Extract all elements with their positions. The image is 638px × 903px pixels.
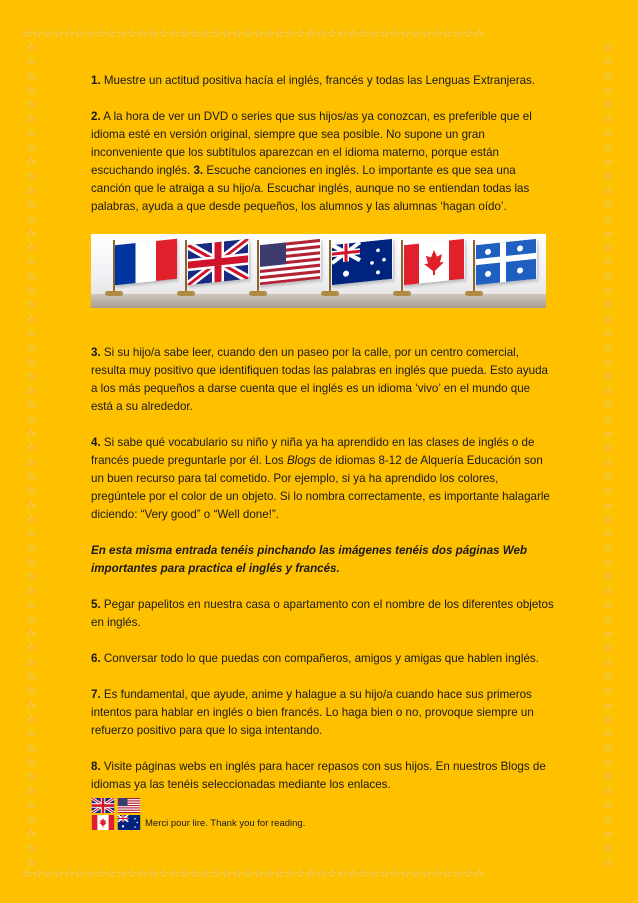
flag-base <box>393 291 411 296</box>
footer-text: Merci pour lire. Thank you for reading. <box>145 818 306 829</box>
paragraph-text: Conversar todo lo que puedas con compañeros, amigos y amigas que hablen inglés. <box>100 652 539 665</box>
item-number: 6. <box>91 652 101 665</box>
australia-flag <box>331 239 393 286</box>
blogs-italic: Blogs <box>286 454 316 467</box>
item-number: 7. <box>91 688 101 701</box>
document-body <box>91 72 555 836</box>
item-number: 8. <box>91 760 101 773</box>
item-number: 3. <box>193 164 204 177</box>
star-border-right: ☆ ☆ ☆ ☆ ☆ ☆ ☆ ☆ ☆ ☆ ☆ ☆ ☆ ☆ ☆ ☆ ☆ ☆ ☆ ☆ ☆ ☆ ☆ ☆ ☆ ☆ ☆ ☆ ☆ ☆ ☆ ☆ ☆ ☆ ☆ ☆ ☆ ☆ ☆ ☆ ☆ ☆ ☆ ☆ ☆ ☆ ☆ ☆ ☆ ☆ ☆ ☆ ☆ ☆ ☆ ☆ ☆ ☆ <box>602 40 614 866</box>
paragraph-text: A la hora de ver un DVD o series que sus hijos/as ya conozcan, es preferible que el idioma esté en versión original, siempre que sea posible. No supone un gran inconveniente que los subtítulos aparezcan en el idioma materno, porque están escuchando inglés. <box>91 110 532 177</box>
flag-base <box>321 291 339 296</box>
flag-base <box>465 291 483 296</box>
paragraph-text: Si sabe qué vocabulario su niño y niña ya ha aprendido en las clases de inglés o de francés puede preguntarle por él. Los <box>91 436 535 467</box>
paragraph-1 <box>91 72 555 90</box>
paragraph-7 <box>91 686 555 740</box>
paragraph-5 <box>91 596 555 632</box>
uk-flag <box>187 239 249 286</box>
paragraph-3 <box>91 344 555 416</box>
uk-flag[interactable] <box>91 798 115 813</box>
australia-flag[interactable] <box>117 815 141 830</box>
web-pages-note: En esta misma entrada tenéis pinchando las imágenes tenéis dos páginas Web importantes para practica el inglés y francés. <box>91 544 527 575</box>
star-border-bottom: ☆☆☆☆☆☆☆☆☆☆☆☆☆☆☆☆☆☆☆☆☆☆☆☆☆☆☆☆☆☆☆☆☆☆☆☆☆☆☆☆☆☆☆☆ <box>22 866 485 880</box>
item-number: 1. <box>91 74 101 87</box>
item-number: 5. <box>91 598 101 611</box>
paragraph-4 <box>91 434 555 524</box>
paragraph-2 <box>91 108 555 216</box>
item-number: 3. <box>91 346 101 359</box>
item-number: 2. <box>91 110 101 123</box>
canada-flag[interactable] <box>91 815 115 830</box>
paragraph-text: Muestre un actitud positiva hacía el inglés, francés y todas las Lenguas Extranjeras. <box>100 74 536 87</box>
flags-photo-link[interactable] <box>91 234 546 308</box>
star-border-left: ☆ ☆ ☆ ☆ ☆ ☆ ☆ ☆ ☆ ☆ ☆ ☆ ☆ ☆ ☆ ☆ ☆ ☆ ☆ ☆ ☆ ☆ ☆ ☆ ☆ ☆ ☆ ☆ ☆ ☆ ☆ ☆ ☆ ☆ ☆ ☆ ☆ ☆ ☆ ☆ ☆ ☆ ☆ ☆ ☆ ☆ ☆ ☆ ☆ ☆ ☆ ☆ ☆ ☆ ☆ ☆ ☆ ☆ <box>25 40 37 866</box>
paragraph-text: Es fundamental, que ayude, anime y halague a su hijo/a cuando hace sus primeros intentos para hablar en inglés o bien francés. Lo haga bien o no, provoque siempre un refuerzo positivo para que lo siga intentando. <box>91 688 534 737</box>
quebec-flag <box>475 239 537 286</box>
flag-base <box>105 291 123 296</box>
star-border-top: ☆☆☆☆☆☆☆☆☆☆☆☆☆☆☆☆☆☆☆☆☆☆☆☆☆☆☆☆☆☆☆☆☆☆☆☆☆☆☆☆☆☆☆☆ <box>22 26 485 40</box>
paragraph-text: Si su hijo/a sabe leer, cuando den un paseo por la calle, por un centro comercial, resulta muy positivo que identifiquen todas las palabras en inglés que pueda. Esto ayuda a los más pequeños a darse cuenta que el inglés es un idioma ‘vivo’ en el mundo que está a su alrededor. <box>91 346 548 413</box>
paragraph-text: Escuche canciones en inglés. Lo importante es que sea una canción que le atraiga a su hijo/a. Escuchar inglés, aunque no se entiendan todas las palabras, ayuda a que desde pequeños, los alumnos y las alumnas ‘hagan oído’. <box>91 164 530 213</box>
flag-base <box>249 291 267 296</box>
footer <box>91 796 555 836</box>
table-edge <box>91 294 546 308</box>
paragraph-text: de idiomas 8-12 de Alquería Educación son un buen recurso para tal cometido. Por ejemplo, si ya ha aprendido los colores, pregúntele por el color de un objeto. Si lo nombra correctamente, es importante halagarle diciendo: “Very good” o “Well done!”. <box>91 454 550 521</box>
paragraph-text: Pegar papelitos en nuestra casa o apartamento con el nombre de los diferentes objetos en inglés. <box>91 598 554 629</box>
usa-flag[interactable] <box>117 798 141 813</box>
paragraph-6 <box>91 650 555 668</box>
paragraph-text: Visite páginas webs en inglés para hacer repasos con sus hijos. En nuestros Blogs de idiomas ya las tenéis seleccionadas mediante los enlaces. <box>91 760 546 791</box>
flag-base <box>177 291 195 296</box>
canada-flag <box>403 239 465 286</box>
france-flag <box>115 239 177 286</box>
paragraph-8 <box>91 758 555 794</box>
usa-flag <box>259 239 321 286</box>
item-number: 4. <box>91 436 101 449</box>
